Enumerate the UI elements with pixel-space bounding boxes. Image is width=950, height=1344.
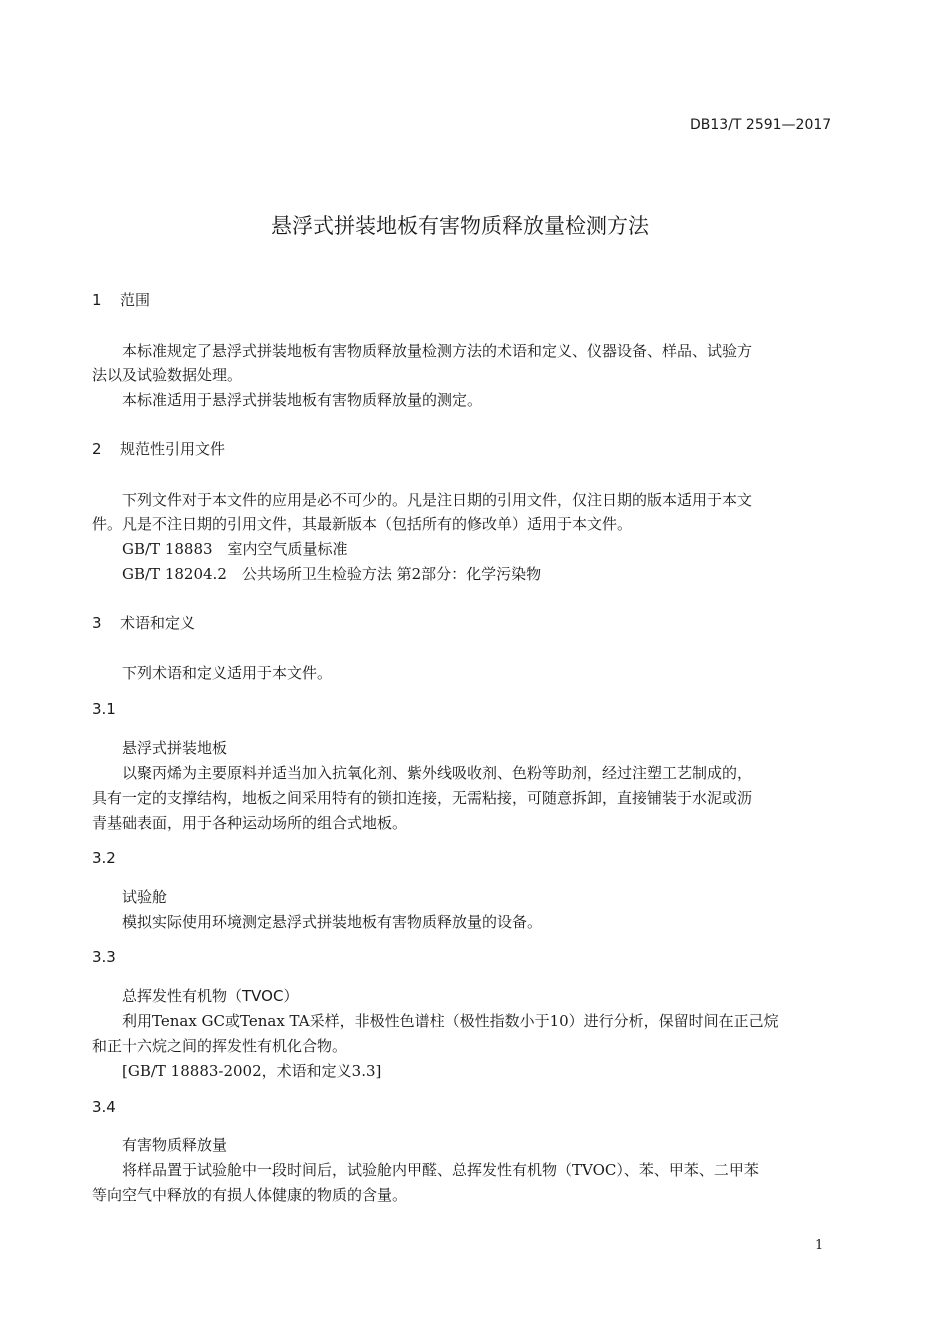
term-number: 3.3 xyxy=(92,948,116,966)
section-number: 2 xyxy=(92,440,102,458)
term-number: 3.2 xyxy=(92,849,116,867)
paragraph-line: 本标准适用于悬浮式拼装地板有害物质释放量的测定。 xyxy=(122,391,483,409)
section-number: 3 xyxy=(92,614,102,632)
definition-line: 以聚丙烯为主要原料并适当加入抗氧化剂、紫外线吸收剂、色粉等助剂，经过注塑工艺制成的， xyxy=(122,764,753,782)
section-3-heading xyxy=(92,612,195,633)
term-name: 总挥发性有机物（TVOC） xyxy=(122,987,299,1005)
definition-line: 将样品置于试验舱中一段时间后，试验舱内甲醛、总挥发性有机物（TVOC）、苯、甲苯、二甲苯 xyxy=(122,1161,759,1179)
definition-line: 和正十六烷之间的挥发性有机化合物。 xyxy=(92,1037,348,1055)
definition-line: 等向空气中释放的有损人体健康的物质的含量。 xyxy=(92,1186,408,1204)
section-title: 范围 xyxy=(120,291,151,309)
reference-item: GB/T 18883 室内空气质量标准 xyxy=(122,540,348,558)
source-citation: [GB/T 18883-2002，术语和定义3.3] xyxy=(122,1062,382,1080)
definition-line: 利用Tenax GC或Tenax TA采样，非极性色谱柱（极性指数小于10）进行分析，保留时间在正己烷 xyxy=(122,1012,779,1030)
term-name: 有害物质释放量 xyxy=(122,1136,228,1154)
definition-line: 具有一定的支撑结构，地板之间采用特有的锁扣连接，无需粘接，可随意拆卸，直接铺装于水泥或沥 xyxy=(92,789,753,807)
definition-line: 模拟实际使用环境测定悬浮式拼装地板有害物质释放量的设备。 xyxy=(122,913,543,931)
reference-item: GB/T 18204.2 公共场所卫生检验方法 第2部分：化学污染物 xyxy=(122,565,542,583)
term-name: 试验舱 xyxy=(122,888,168,906)
paragraph-line: 下列术语和定义适用于本文件。 xyxy=(122,664,333,682)
paragraph-line: 法以及试验数据处理。 xyxy=(92,366,243,384)
section-title: 规范性引用文件 xyxy=(120,440,226,458)
section-number: 1 xyxy=(92,291,102,309)
page-number: 1 xyxy=(815,1238,824,1253)
term-number: 3.4 xyxy=(92,1098,116,1116)
document-title: 悬浮式拼装地板有害物质释放量检测方法 xyxy=(271,214,649,238)
term-name: 悬浮式拼装地板 xyxy=(122,739,228,757)
term-number: 3.1 xyxy=(92,700,116,718)
paragraph-line: 件。凡是不注日期的引用文件，其最新版本（包括所有的修改单）适用于本文件。 xyxy=(92,515,633,533)
definition-line: 青基础表面，用于各种运动场所的组合式地板。 xyxy=(92,814,408,832)
standard-code: DB13/T 2591—2017 xyxy=(690,117,832,133)
section-1-heading xyxy=(92,289,150,310)
section-title: 术语和定义 xyxy=(120,614,196,632)
paragraph-line: 下列文件对于本文件的应用是必不可少的。凡是注日期的引用文件，仅注日期的版本适用于本文 xyxy=(122,491,753,509)
section-2-heading xyxy=(92,438,225,459)
paragraph-line: 本标准规定了悬浮式拼装地板有害物质释放量检测方法的术语和定义、仪器设备、样品、试验方 xyxy=(122,342,753,360)
